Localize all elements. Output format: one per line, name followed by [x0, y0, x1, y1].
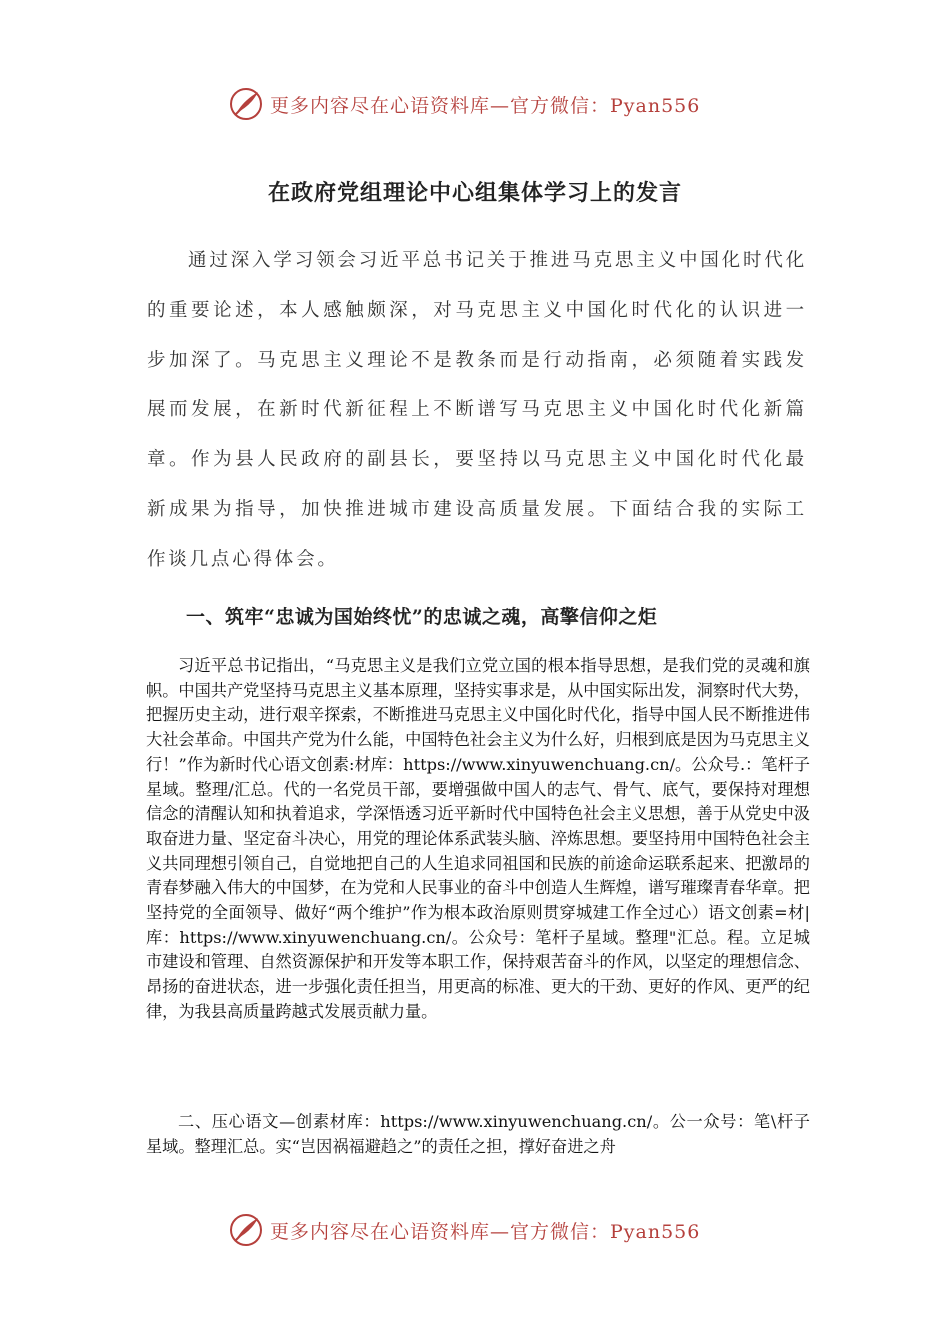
document-title: 在政府党组理论中心组集体学习上的发言	[267, 180, 682, 206]
intro-paragraph: 通过深入学习领会习近平总书记关于推进马克思主义中国化时代化的重要论述，本人感触颇深，对马克思主义中国化时代化的认识进一步加深了。马克思主义理论不是教条而是行动指南，必须随着实践发展而发展，在新时代新征程上不断谱写马克思主义中国化时代化新篇章。作为县人民政府的副县长，要坚持以马克思主义中国化时代化最新成果为指导，加快推进城市建设高质量发展。下面结合我的实际工作谈几点心得体会。	[147, 250, 807, 570]
header-banner	[228, 84, 728, 124]
section-1-heading: 一、筑牢“忠诚为国始终忧”的忠诚之魂，高擎信仰之炬	[186, 606, 658, 628]
section-1-body: 习近平总书记指出，“马克思主义是我们立党立国的根本指导思想，是我们党的灵魂和旗帜。中国共产党坚持马克思主义基本原理，坚持实事求是，从中国实际出发，洞察时代大势，把握历史主动，进行艰辛探索，不断推进马克思主义中国化时代化，指导中国人民不断推进伟大社会革命。中国共产党为什么能，中国特色社会主义为什么好，归根到底是因为马克思主义行！”作为新时代心语文创素:材库：https://www.xinyuwenchuang.cn/。公众号.：笔杆子星域。整理/汇总。代的一名党员干部，要增强做中国人的志气、骨气、底气，要保持对理想信念的清醒认知和执着追求，学深悟透习近平新时代中国特色社会主义思想，善于从党史中汲取奋进力量、坚定奋斗决心，用党的理论体系武装头脑、淬炼思想。要坚持用中国特色社会主义共同理想引领自己，自觉地把自己的人生追求同祖国和民族的前途命运联系起来、把激昂的青春梦融入伟大的中国梦，在为党和人民事业的奋斗中创造人生辉煌，谱写璀璨青春华章。把坚持党的全面领导、做好“两个维护”作为根本政治原则贯穿城建工作全过心）语文创素=材|库：https://www.xinyuwenchuang.cn/。公众号：笔杆子星域。整理"汇总。程。立足城市建设和管理、自然资源保护和开发等本职工作，保持艰苦奋斗的作风，以坚定的理想信念、昂扬的奋进状态，进一步强化责任担当，用更高的标准、更大的干劲、更好的作风、更严的纪律，为我县高质量跨越式发展贡献力量。	[146, 656, 810, 1021]
section-2-heading-paragraph: 二、压心语文—创素材库：https://www.xinyuwenchuang.cn/。公一众号：笔\杆子星域。整理汇总。实“岂因祸福避趋之”的责任之担，撑好奋进之舟	[146, 1112, 810, 1156]
header-banner-text: 更多内容尽在心语资料库—官方微信：Pyan556	[270, 94, 701, 117]
footer-banner	[228, 1210, 728, 1250]
quill-logo-icon	[228, 1212, 264, 1248]
footer-banner-text: 更多内容尽在心语资料库—官方微信：Pyan556	[270, 1220, 701, 1243]
quill-logo-icon	[228, 86, 264, 122]
